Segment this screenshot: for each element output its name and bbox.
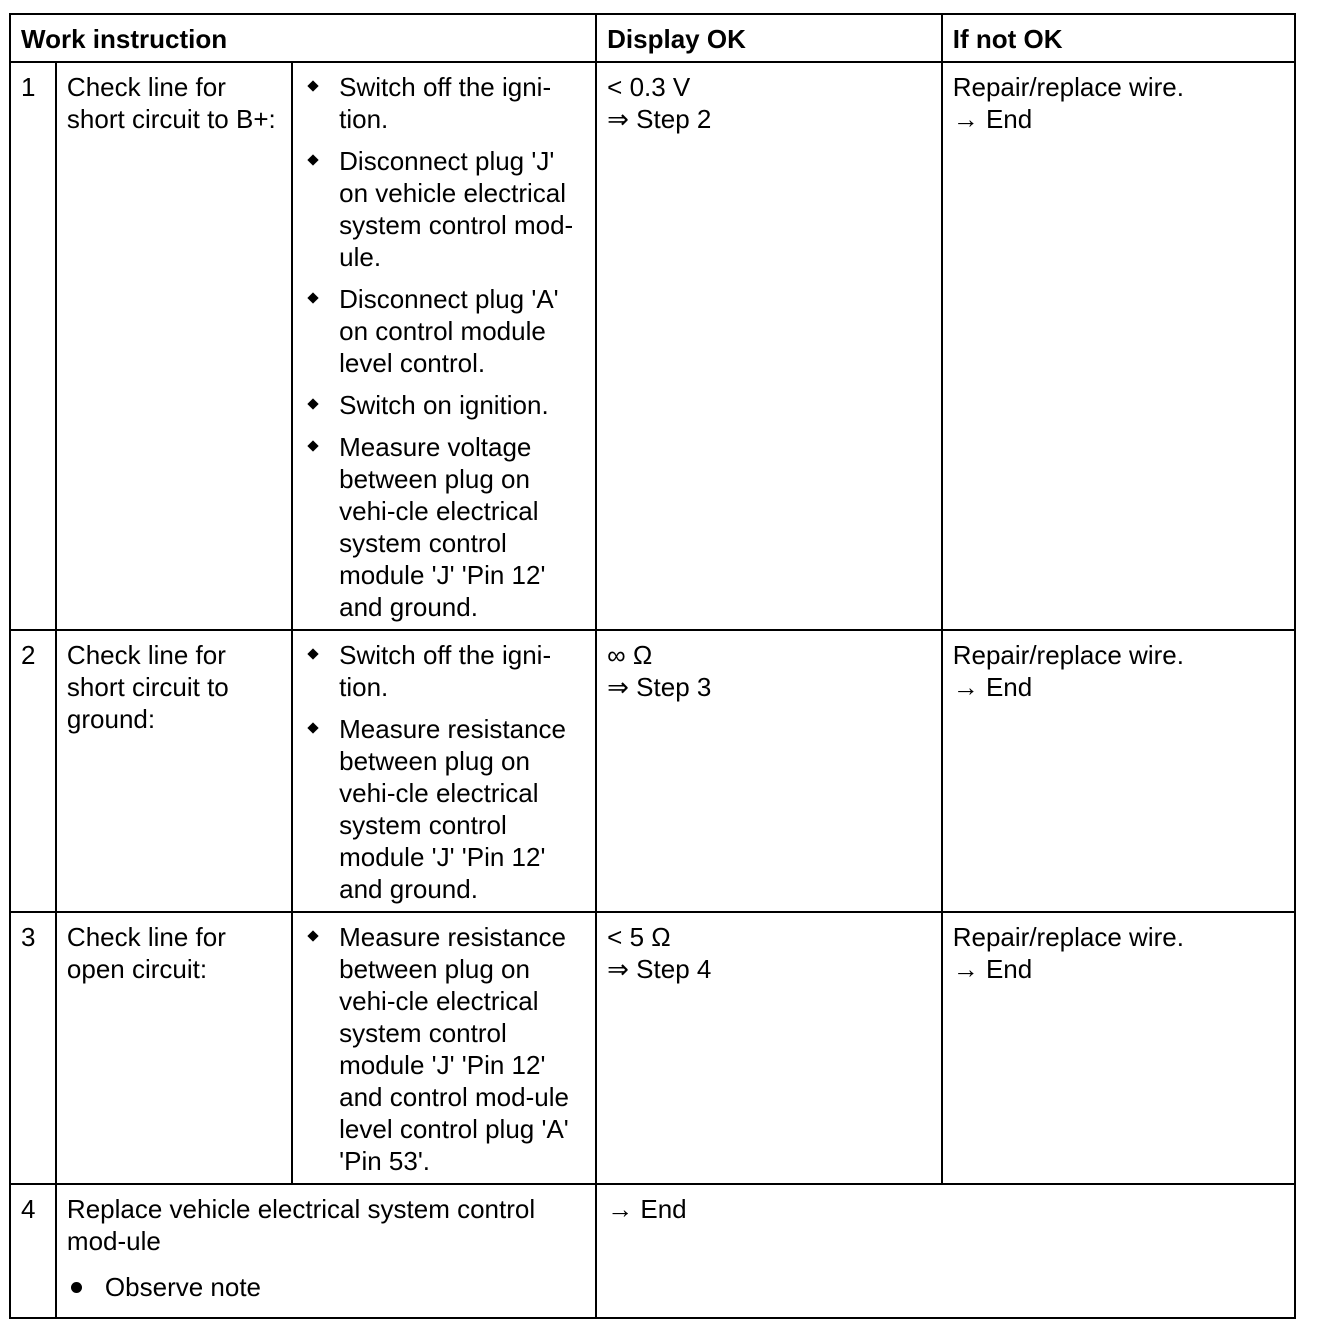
diamond-bullet-icon (307, 292, 318, 303)
not-ok-next: → End (952, 954, 1033, 984)
step-number: 2 (10, 630, 56, 912)
check-description: Check line for short circuit to ground: (56, 630, 292, 912)
note-item (67, 1271, 585, 1303)
instruction-cell (56, 1184, 596, 1318)
action-text: Switch off the igni-tion. (339, 72, 552, 134)
list-item (303, 921, 585, 1177)
step-number: 1 (10, 62, 56, 630)
not-ok-action: Repair/replace wire. (952, 72, 1184, 102)
diamond-bullet-icon (307, 80, 318, 91)
diamond-bullet-icon (307, 930, 318, 941)
display-ok-next-step: ⇒ Step 3 (607, 672, 712, 702)
list-item (303, 145, 585, 273)
header-display-ok: Display OK (596, 14, 942, 62)
not-ok-next: → End (952, 672, 1033, 702)
diamond-bullet-icon (307, 154, 318, 165)
check-description: Check line for short circuit to B+: (56, 62, 292, 630)
instruction-text: Replace vehicle electrical system control mod-ule (66, 1194, 536, 1256)
list-item (303, 639, 585, 703)
display-ok-next-step: ⇒ Step 2 (607, 104, 712, 134)
diamond-bullet-icon (307, 722, 318, 733)
round-bullet-icon (71, 1282, 82, 1293)
list-item (303, 283, 585, 379)
action-list (303, 921, 585, 1177)
if-not-ok-cell (942, 912, 1295, 1184)
display-ok-value: < 5 Ω (607, 922, 671, 952)
not-ok-action: Repair/replace wire. (952, 640, 1184, 670)
not-ok-action: Repair/replace wire. (952, 922, 1184, 952)
result-cell: → End (596, 1184, 1295, 1318)
action-list-cell (292, 630, 596, 912)
display-ok-cell (596, 912, 942, 1184)
check-description: Check line for open circuit: (56, 912, 292, 1184)
step-number: 3 (10, 912, 56, 1184)
action-list (303, 71, 585, 623)
table-row (10, 912, 1295, 1184)
work-instruction-table (9, 13, 1296, 1319)
action-text: Measure resistance between plug on vehi-cle electrical system control module 'J' 'Pin 12' and control mod-ule level control plug 'A' 'Pin 53'. (339, 922, 569, 1176)
diamond-bullet-icon (307, 398, 318, 409)
table-header-row (10, 14, 1295, 62)
action-text: Switch off the igni-tion. (339, 640, 552, 702)
table-row (10, 630, 1295, 912)
list-item (303, 71, 585, 135)
list-item (303, 713, 585, 905)
list-item (303, 431, 585, 623)
diamond-bullet-icon (307, 648, 318, 659)
display-ok-value: ∞ Ω (607, 640, 653, 670)
list-item (303, 389, 585, 421)
display-ok-next-step: ⇒ Step 4 (607, 954, 712, 984)
action-text: Disconnect plug 'J' on vehicle electrical system control mod-ule. (339, 146, 574, 272)
note-text: Observe note (104, 1272, 262, 1302)
action-text: Measure voltage between plug on vehi-cle electrical system control module 'J' 'Pin 12' and ground. (339, 432, 546, 622)
diamond-bullet-icon (307, 440, 318, 451)
action-text: Measure resistance between plug on vehi-cle electrical system control module 'J' 'Pin 12' and ground. (339, 714, 567, 904)
table-row (10, 1184, 1295, 1318)
table-row (10, 62, 1295, 630)
action-list (303, 639, 585, 905)
display-ok-cell (596, 62, 942, 630)
header-work-instruction: Work instruction (10, 14, 596, 62)
action-text: Switch on ignition. (339, 390, 549, 420)
not-ok-next: → End (952, 104, 1033, 134)
if-not-ok-cell (942, 62, 1295, 630)
if-not-ok-cell (942, 630, 1295, 912)
step-number: 4 (10, 1184, 56, 1318)
action-list-cell (292, 62, 596, 630)
action-list-cell (292, 912, 596, 1184)
display-ok-cell (596, 630, 942, 912)
header-if-not-ok: If not OK (942, 14, 1295, 62)
action-text: Disconnect plug 'A' on control module level control. (339, 284, 559, 378)
display-ok-value: < 0.3 V (607, 72, 691, 102)
